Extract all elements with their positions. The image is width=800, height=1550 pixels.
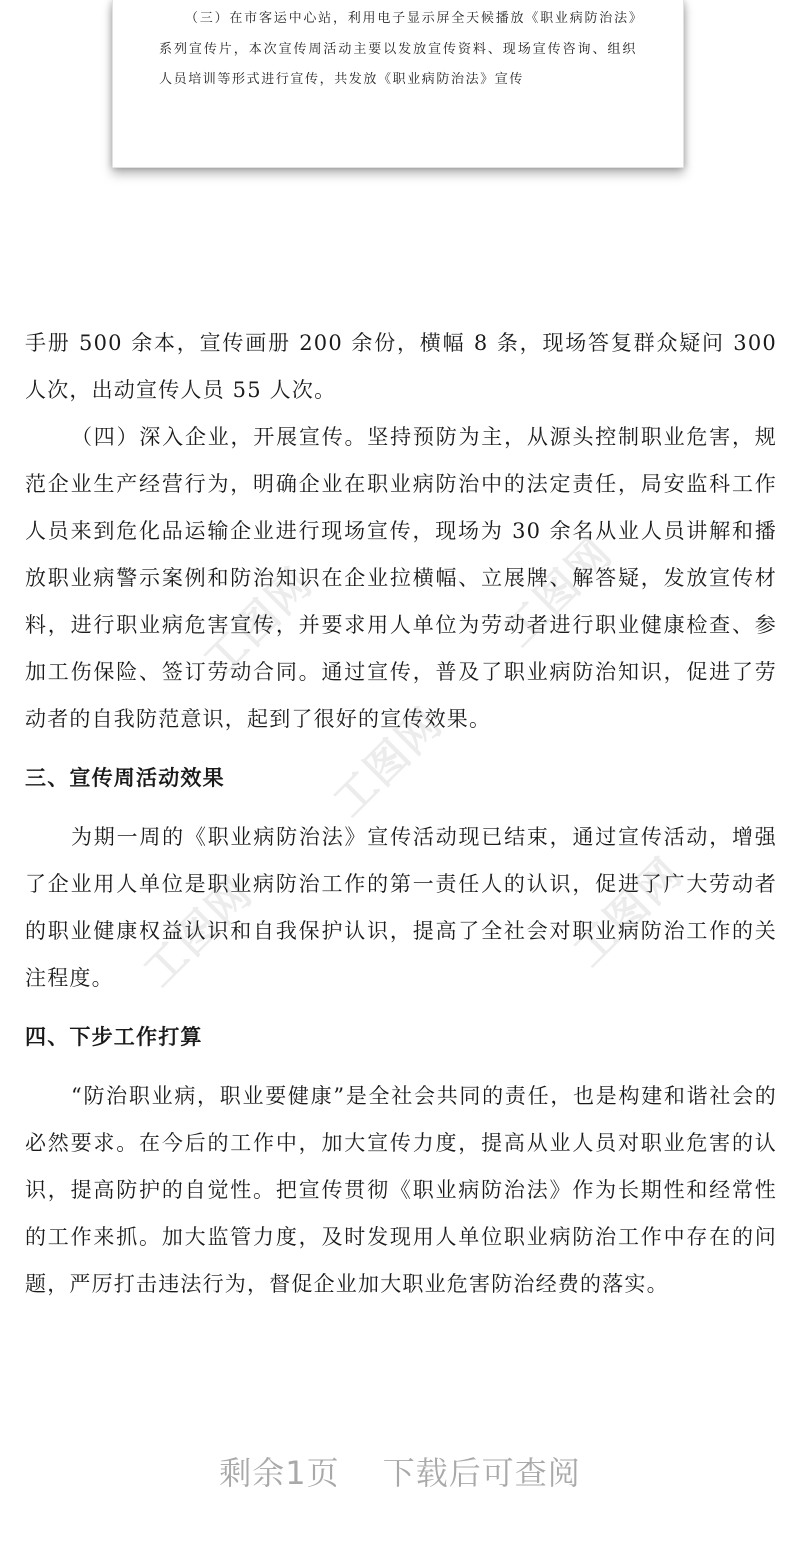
watermark: 工图网 <box>193 557 322 686</box>
watermark: 工图网 <box>133 867 262 996</box>
paragraph-section-four: （四）深入企业，开展宣传。坚持预防为主，从源头控制职业危害，规范企业生产经营行为，明确企业在职业病防治中的法定责任，局安监科工作人员来到危化品运输企业进行现场宣传，现场为 30 余名从业人员讲解和播放职业病警示案例和防治知识在企业拉横幅、立展牌、解答疑，发放宣传材料，进行职业病危害宣传，并要求用人单位为劳动者进行职业健康检查、参加工伤保险、签订劳动合同。通过宣传，普及了职业病防治知识，促进了劳动者的自我防范意识，起到了很好的宣传效果。 <box>25 425 777 731</box>
heading-next-steps: 四、下步工作打算 <box>25 1025 203 1049</box>
preview-card <box>112 0 684 168</box>
paragraph-activity-effect: 为期一周的《职业病防治法》宣传活动现已结束，通过宣传活动，增强了企业用人单位是职业病防治工作的第一责任人的认识，促进了广大劳动者的职业健康权益认识和自我保护认识，提高了全社会对职业病防治工作的关注程度。 <box>25 825 777 990</box>
download-to-view-label[interactable]: 下载后可查阅 <box>382 1454 581 1492</box>
document-body <box>25 320 777 1308</box>
heading-activity-effect: 三、宣传周活动效果 <box>25 766 225 790</box>
paragraph-next-steps: “防治职业病，职业要健康”是全社会共同的责任，也是构建和谐社会的必然要求。在今后的工作中，加大宣传力度，提高从业人员对职业危害的认识，提高防护的自觉性。把宣传贯彻《职业病防治法》作为长期性和经常性的工作来抓。加大监管力度，及时发现用人单位职业病防治工作中存在的问题，严厉打击违法行为，督促企业加大职业危害防治经费的落实。 <box>25 1084 777 1296</box>
watermark: 工图网 <box>563 847 692 976</box>
paragraph-continuation: 手册 500 余本，宣传画册 200 余份，横幅 8 条，现场答复群众疑问 300 人次，出动宣传人员 55 人次。 <box>25 331 777 402</box>
read-more-banner[interactable] <box>0 1448 800 1494</box>
watermark: 工图网 <box>323 697 452 826</box>
preview-card-text: （三）在市客运中心站，利用电子显示屏全天候播放《职业病防治法》系列宣传片，本次宣传周活动主要以发放宣传资料、现场宣传咨询、组织人员培训等形式进行宣传，共发放《职业病防治法》宣传 <box>159 11 637 87</box>
watermark: 工图网 <box>493 527 622 656</box>
remaining-pages-label: 剩余1页 <box>219 1454 340 1492</box>
